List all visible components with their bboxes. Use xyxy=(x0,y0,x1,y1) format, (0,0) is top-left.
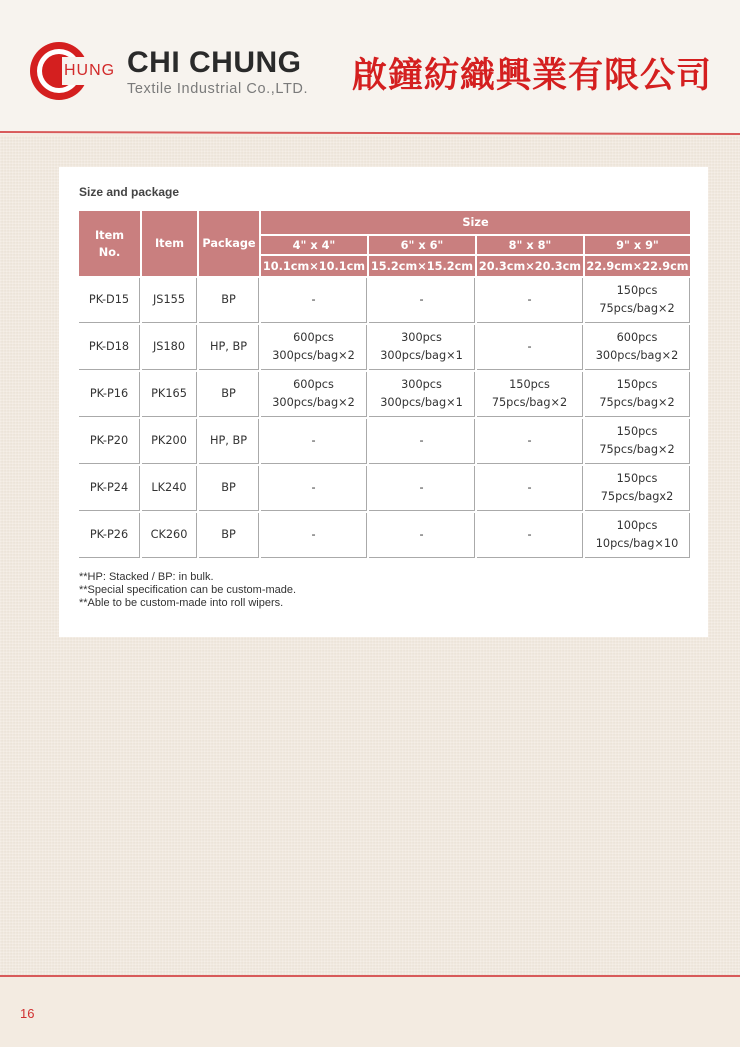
cell-line: 300pcs/bag×1 xyxy=(380,349,463,362)
cell-line: - xyxy=(527,434,532,447)
table-row xyxy=(79,419,690,464)
header-size-inch: 6" x 6" xyxy=(369,236,475,254)
cell-line: 300pcs/bag×2 xyxy=(595,349,679,362)
cell-size-qty xyxy=(585,513,690,558)
cell-size-qty xyxy=(261,278,367,323)
cell-item-no: PK-P16 xyxy=(79,372,140,417)
cell-package: BP xyxy=(199,278,259,323)
cell-line: 600pcs xyxy=(616,331,658,344)
cell-package: BP xyxy=(199,372,259,417)
cell-line: 75pcs/bagx2 xyxy=(600,490,674,503)
table-body xyxy=(79,278,690,558)
cell-item-no: PK-P26 xyxy=(79,513,140,558)
brand-subtitle: Textile Industrial Co.,LTD. xyxy=(127,81,309,97)
cell-item-no: PK-P24 xyxy=(79,466,140,511)
cell-size-qty xyxy=(261,419,367,464)
cell-size-qty xyxy=(261,513,367,558)
cell-package: HP, BP xyxy=(199,419,259,464)
table-row xyxy=(79,325,690,370)
cell-line: - xyxy=(527,528,532,541)
header-package: Package xyxy=(199,211,259,276)
section-title: Size and package xyxy=(79,185,180,199)
cell-size-qty xyxy=(477,372,583,417)
page-number: 16 xyxy=(20,1006,35,1021)
cell-item: LK240 xyxy=(142,466,197,511)
brand-name-zh: 啟鐘紡織興業有限公司 xyxy=(352,56,713,96)
cell-line: 150pcs xyxy=(616,425,658,438)
cell-size-qty xyxy=(369,372,475,417)
size-package-table xyxy=(77,209,692,560)
header-size-inch: 8" x 8" xyxy=(477,236,583,254)
cell-line: 300pcs/bag×1 xyxy=(380,396,463,409)
cell-line: 100pcs xyxy=(616,519,658,532)
cell-size-qty xyxy=(369,278,475,323)
cell-line: 300pcs xyxy=(401,378,442,391)
cell-line: 300pcs/bag×2 xyxy=(272,349,355,362)
table-row xyxy=(79,513,690,558)
cell-size-qty xyxy=(477,466,583,511)
cell-line: 150pcs xyxy=(616,284,658,297)
cell-size-qty xyxy=(477,513,583,558)
header-size-cm: 22.9cm×22.9cm xyxy=(585,256,690,276)
cell-line: - xyxy=(419,481,424,494)
header-item: Item xyxy=(142,211,197,276)
logo-text: HUNG xyxy=(64,62,116,79)
cell-line: 300pcs/bag×2 xyxy=(272,396,355,409)
footnote: **Able to be custom-made into roll wipers. xyxy=(79,597,284,609)
cell-line: - xyxy=(311,434,316,447)
cell-item: JS180 xyxy=(142,325,197,370)
cell-size-qty xyxy=(585,372,690,417)
header-size-cm: 20.3cm×20.3cm xyxy=(477,256,583,276)
footnote: **HP: Stacked / BP: in bulk. xyxy=(79,571,214,583)
cell-size-qty xyxy=(369,419,475,464)
table-row xyxy=(79,372,690,417)
cell-line: 600pcs xyxy=(293,378,334,391)
cell-size-qty xyxy=(585,419,690,464)
cell-item-no: PK-P20 xyxy=(79,419,140,464)
cell-item-no: PK-D15 xyxy=(79,278,140,323)
cell-line: - xyxy=(527,481,532,494)
cell-package: BP xyxy=(199,513,259,558)
cell-size-qty xyxy=(585,466,690,511)
header-size-cm: 15.2cm×15.2cm xyxy=(369,256,475,276)
cell-line: - xyxy=(527,340,532,353)
brand-name-en: CHI CHUNG xyxy=(127,46,302,79)
cell-item: PK200 xyxy=(142,419,197,464)
cell-size-qty xyxy=(477,278,583,323)
cell-line: - xyxy=(419,434,424,447)
cell-line: 600pcs xyxy=(293,331,334,344)
cell-line: - xyxy=(419,528,424,541)
cell-line: - xyxy=(419,293,424,306)
cell-line: 300pcs xyxy=(401,331,442,344)
cell-line: 75pcs/bag×2 xyxy=(599,396,675,409)
cell-size-qty xyxy=(369,466,475,511)
cell-line: 150pcs xyxy=(509,378,550,391)
cell-line: - xyxy=(527,293,532,306)
cell-item: PK165 xyxy=(142,372,197,417)
cell-line: 10pcs/bag×10 xyxy=(595,537,679,550)
header-size-inch: 4" x 4" xyxy=(261,236,367,254)
footnote: **Special specification can be custom-made. xyxy=(79,584,297,596)
footnotes xyxy=(79,571,296,610)
cell-item: CK260 xyxy=(142,513,197,558)
cell-size-qty xyxy=(585,325,690,370)
cell-size-qty xyxy=(261,466,367,511)
footer-divider xyxy=(0,975,740,977)
cell-item-no: PK-D18 xyxy=(79,325,140,370)
header-size-inch: 9" x 9" xyxy=(585,236,690,254)
table-row xyxy=(79,466,690,511)
cell-line: 150pcs xyxy=(616,472,658,485)
cell-line: - xyxy=(311,293,316,306)
cell-line: 75pcs/bag×2 xyxy=(491,396,568,409)
header-size-cm: 10.1cm×10.1cm xyxy=(261,256,367,276)
cell-size-qty xyxy=(261,325,367,370)
header-item-no: Item No. xyxy=(79,211,140,276)
cell-line: - xyxy=(311,528,316,541)
cell-line: - xyxy=(311,481,316,494)
cell-size-qty xyxy=(369,513,475,558)
header-size: Size xyxy=(261,211,690,234)
cell-line: 75pcs/bag×2 xyxy=(599,443,675,456)
cell-size-qty xyxy=(477,325,583,370)
cell-line: 75pcs/bag×2 xyxy=(599,302,675,315)
cell-size-qty xyxy=(477,419,583,464)
cell-package: HP, BP xyxy=(199,325,259,370)
cell-size-qty xyxy=(585,278,690,323)
cell-item: JS155 xyxy=(142,278,197,323)
cell-line: 150pcs xyxy=(616,378,658,391)
cell-size-qty xyxy=(261,372,367,417)
cell-size-qty xyxy=(369,325,475,370)
cell-package: BP xyxy=(199,466,259,511)
table-row xyxy=(79,278,690,323)
